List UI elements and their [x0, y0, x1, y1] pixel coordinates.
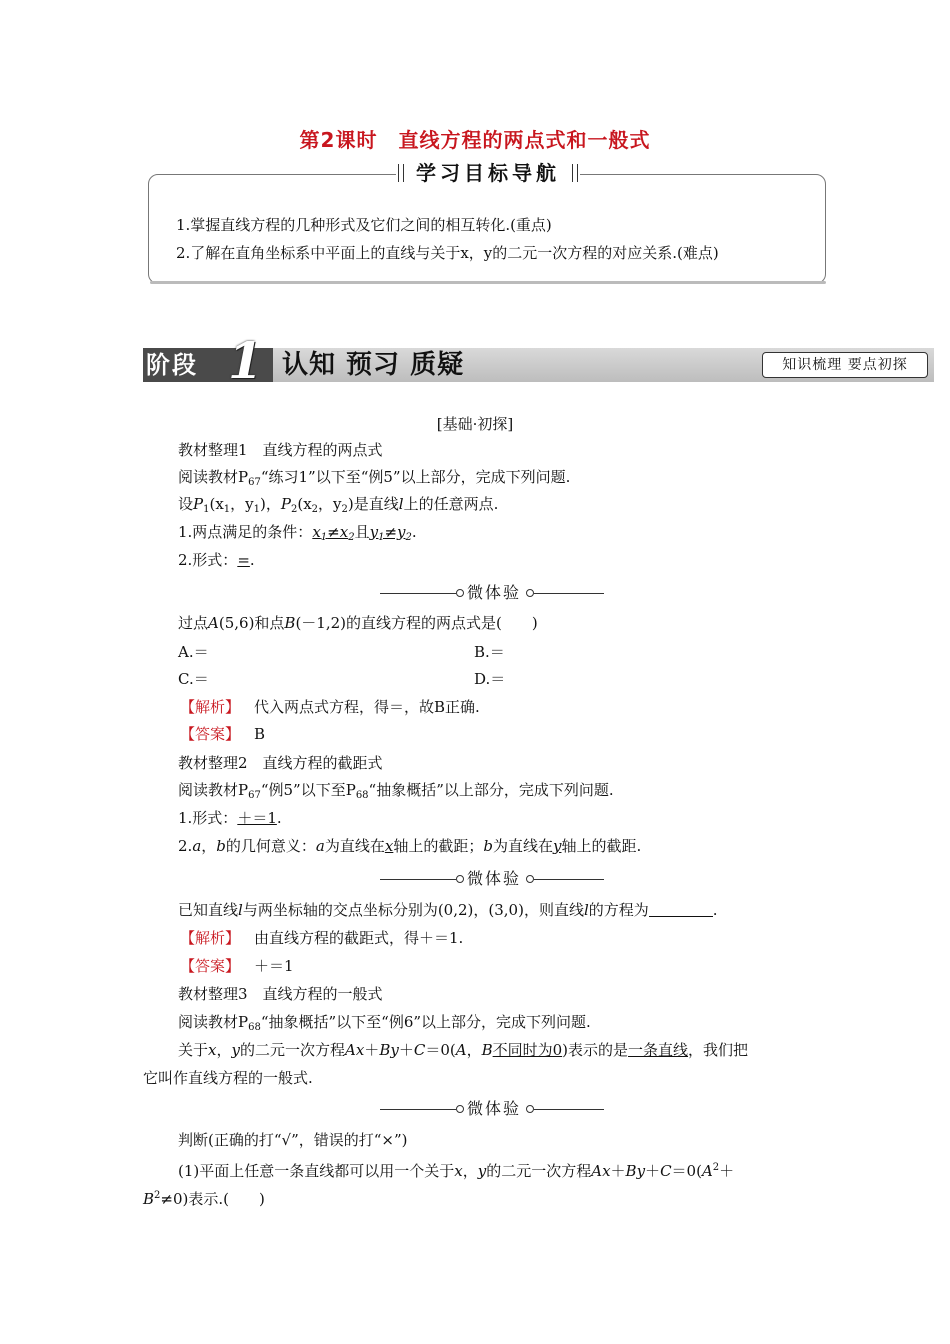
ex2-answer: 【答案】 ＋＝1 [180, 957, 294, 975]
ex3-intro: 判断(正确的打“√”，错误的打“×”) [178, 1131, 408, 1149]
section-header: [基础·初探] [436, 415, 514, 433]
part3-paragraph-line1: 关于x，y的二元一次方程Ax＋By＋C＝0(A，B不同时为0)表示的是一条直线，我们把 [178, 1041, 749, 1059]
stage-subtitle: 知识梳理 要点初探 [762, 352, 928, 378]
ex1-question: 过点A(5,6)和点B(－1,2)的直线方程的两点式是( ) [178, 614, 538, 632]
label-left-bar [398, 164, 404, 182]
ex2-question: 已知直线l与两坐标轴的交点坐标分别为(0,2)，(3,0)，则直线l的方程为 . [178, 901, 718, 919]
micro-divider-3: 微体验 [380, 1099, 604, 1119]
stage-tag: 阶段 [146, 351, 198, 379]
part2-meaning: 2.a，b的几何意义：a为直线在x轴上的截距；b为直线在y轴上的截距. [178, 837, 642, 855]
ex1-option-a[interactable]: A.＝ [178, 643, 209, 661]
ex2-analysis: 【解析】 由直线方程的截距式，得＋＝1. [180, 929, 464, 947]
objective-item-1: 1.掌握直线方程的几种形式及它们之间的相互转化.(重点) [176, 216, 552, 234]
stage-title: 认知 预习 质疑 [282, 350, 465, 380]
part2-form: 1.形式：＋＝1. [178, 809, 282, 827]
stage-number: 1 [228, 331, 263, 390]
objectives-label-box [396, 158, 580, 188]
ex1-option-d[interactable]: D.＝ [474, 670, 506, 688]
ex1-answer: 【答案】 B [180, 725, 266, 743]
ex2-answer-blank[interactable] [649, 902, 713, 917]
part1-heading: 教材整理1 直线方程的两点式 [178, 441, 383, 459]
objectives-box-shadow [150, 281, 826, 284]
part2-heading: 教材整理2 直线方程的截距式 [178, 754, 383, 772]
objectives-label: 学习目标导航 [416, 161, 560, 185]
ex1-option-c[interactable]: C.＝ [178, 670, 209, 688]
part1-condition: 1.两点满足的条件：$x_1\ne x_2$且$y_1\ne y_2$. [178, 523, 417, 543]
ex1-analysis: 【解析】 代入两点式方程，得＝，故B正确. [180, 698, 480, 716]
part3-heading: 教材整理3 直线方程的一般式 [178, 985, 383, 1003]
part2-read: 阅读教材$P_{67}“$例5”以下至$P_{68}“$抽象概括”以上部分，完成下列问题. [178, 781, 614, 801]
micro-divider-1: 微体验 [380, 583, 604, 603]
micro-divider-2: 微体验 [380, 869, 604, 889]
part1-form: 2.形式：=. [178, 551, 255, 569]
part3-paragraph-line2: 它叫作直线方程的一般式. [143, 1069, 313, 1087]
ex3-item1-line2: $B^2\ne 0$)表示.( ) [143, 1190, 265, 1208]
lesson-title: 第2课时 直线方程的两点式和一般式 [299, 128, 651, 152]
ex3-item1-line1: (1)平面上任意一条直线都可以用一个关于x，y的二元一次方程$Ax+By+C=0(A^2+$ [178, 1162, 735, 1180]
objective-item-2: 2.了解在直角坐标系中平面上的直线与关于x，y的二元一次方程的对应关系.(难点) [176, 244, 719, 262]
part3-read: 阅读教材$P_{68}“$抽象概括”以下至“例6”以上部分，完成下列问题. [178, 1013, 591, 1033]
label-right-bar [572, 164, 578, 182]
part1-setup: 设$P_1(x_1$，$y_1$)，$P_2(x_2$，$y_2$)是直线l上的任意两点. [178, 495, 499, 515]
ex1-option-b[interactable]: B.＝ [474, 643, 505, 661]
part1-read: 阅读教材$P_{67}“$练习1”以下至“例5”以上部分，完成下列问题. [178, 468, 571, 488]
